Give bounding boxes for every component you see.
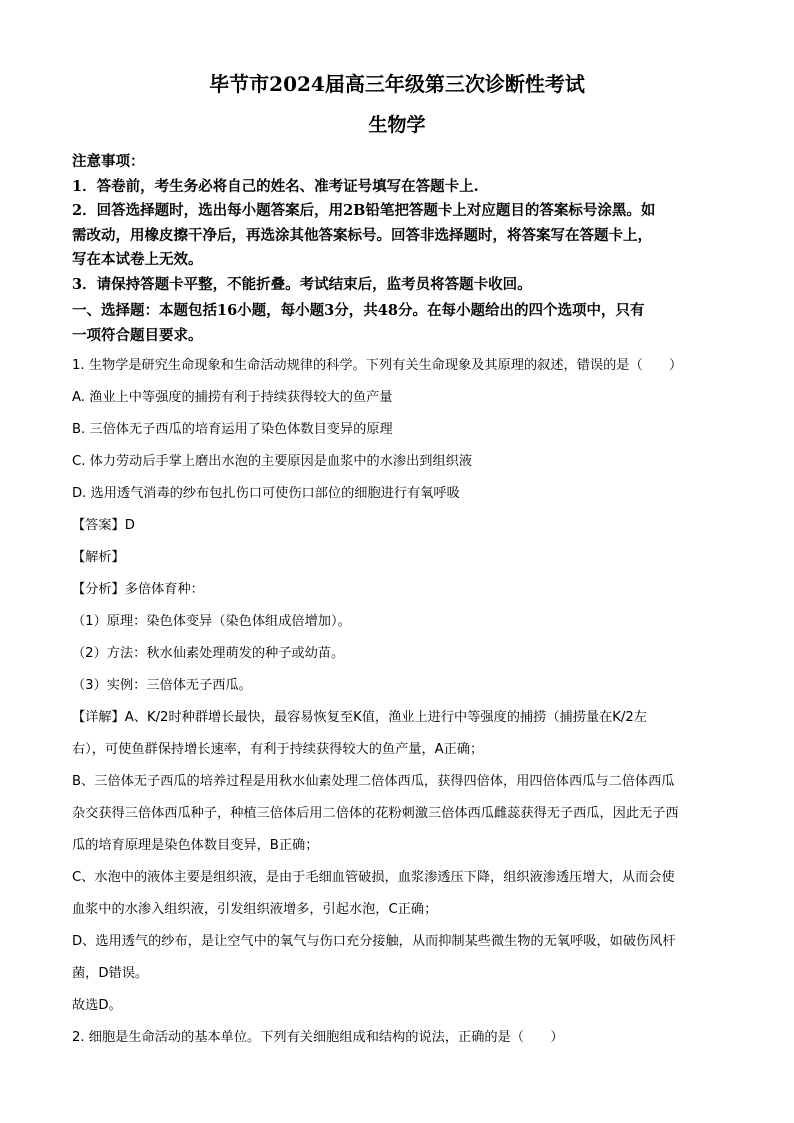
- analysis-point: （3）实例：三倍体无子西瓜。: [72, 678, 252, 693]
- analysis-label: 【解析】: [72, 550, 125, 565]
- option-b: B. 三倍体无子西瓜的培育运用了染色体数目变异的原理: [72, 422, 393, 437]
- detail-line: 【详解】A、K/2时种群增长最快，最容易恢复至K值，渔业上进行中等强度的捕捞（捕捞量在K/2左: [72, 710, 647, 725]
- notice-block: [72, 150, 722, 297]
- detail-line: 右），可使鱼群保持增长速率，有利于持续获得较大的鱼产量，A正确；: [72, 742, 484, 757]
- notice-item: 3．请保持答题卡平整，不能折叠。考试结束后，监考员将答题卡收回。: [72, 275, 532, 293]
- conclusion-line: 故选D。: [72, 998, 122, 1013]
- question-stem: 1. 生物学是研究生命现象和生命活动规律的科学。下列有关生命现象及其原理的叙述，错误的是（ ）: [72, 358, 683, 373]
- detail-block: [72, 702, 722, 1022]
- section-one-heading: [72, 299, 722, 348]
- detail-line: 血浆中的水渗入组织液，引发组织液增多，引起水泡，C正确；: [72, 902, 438, 917]
- detail-line: 杂交获得三倍体西瓜种子，种植三倍体后用二倍体的花粉刺激三倍体西瓜雌蕊获得无子西瓜，因此无子西: [72, 806, 679, 821]
- detail-line: 瓜的培育原理是染色体数目变异，B正确；: [72, 838, 319, 853]
- notice-item: 写在本试卷上无效。: [72, 251, 203, 268]
- question-2: [72, 1022, 722, 1054]
- detail-line: B、三倍体无子西瓜的培养过程是用秋水仙素处理二倍体西瓜，获得四倍体，用四倍体西瓜与二倍体西瓜: [72, 774, 675, 789]
- exam-title: 毕节市2024届高三年级第三次诊断性考试: [209, 72, 585, 96]
- section-one-line: 一、选择题：本题包括16小题，每小题3分，共48分。在每小题给出的四个选项中，只有: [72, 302, 645, 319]
- question-stem: 2. 细胞是生命活动的基本单位。下列有关细胞组成和结构的说法，正确的是（ ）: [72, 1030, 564, 1045]
- analysis-point: （2）方法：秋水仙素处理萌发的种子或幼苗。: [72, 646, 345, 661]
- analysis-intro: 【分析】多倍体育种：: [72, 582, 204, 597]
- notice-item: 1．答卷前，考生务必将自己的姓名、准考证号填写在答题卡上.: [72, 177, 479, 195]
- detail-line: C、水泡中的液体主要是组织液，是由于毛细血管破损，血浆渗透压下降，组织液渗透压增大，从而会使: [72, 870, 675, 885]
- notice-heading: 注意事项：: [72, 153, 145, 170]
- detail-line: D、选用透气的纱布，是让空气中的氧气与伤口充分接触，从而抑制某些微生物的无氧呼吸，如破伤风杆: [72, 934, 676, 949]
- option-d: D. 选用透气消毒的纱布包扎伤口可使伤口部位的细胞进行有氧呼吸: [72, 486, 460, 501]
- subject-title: 生物学: [368, 114, 426, 136]
- section-one-line: 一项符合题目要求。: [72, 326, 203, 344]
- option-a: A. 渔业上中等强度的捕捞有利于持续获得较大的鱼产量: [72, 390, 393, 405]
- question-1: [72, 358, 722, 1022]
- notice-item: 2．回答选择题时，选出每小题答案后，用2B铅笔把答题卡上对应题目的答案标号涂黑。如: [72, 202, 656, 219]
- detail-line: 菌，D错误。: [72, 966, 149, 981]
- notice-item: 需改动，用橡皮擦干净后，再选涂其他答案标号。回答非选择题时，将答案写在答题卡上，: [72, 226, 652, 244]
- option-c: C. 体力劳动后手掌上磨出水泡的主要原因是血浆中的水渗出到组织液: [72, 454, 473, 469]
- answer-line: 【答案】D: [72, 518, 135, 533]
- analysis-point: （1）原理：染色体变异（染色体组成倍增加）。: [72, 614, 351, 629]
